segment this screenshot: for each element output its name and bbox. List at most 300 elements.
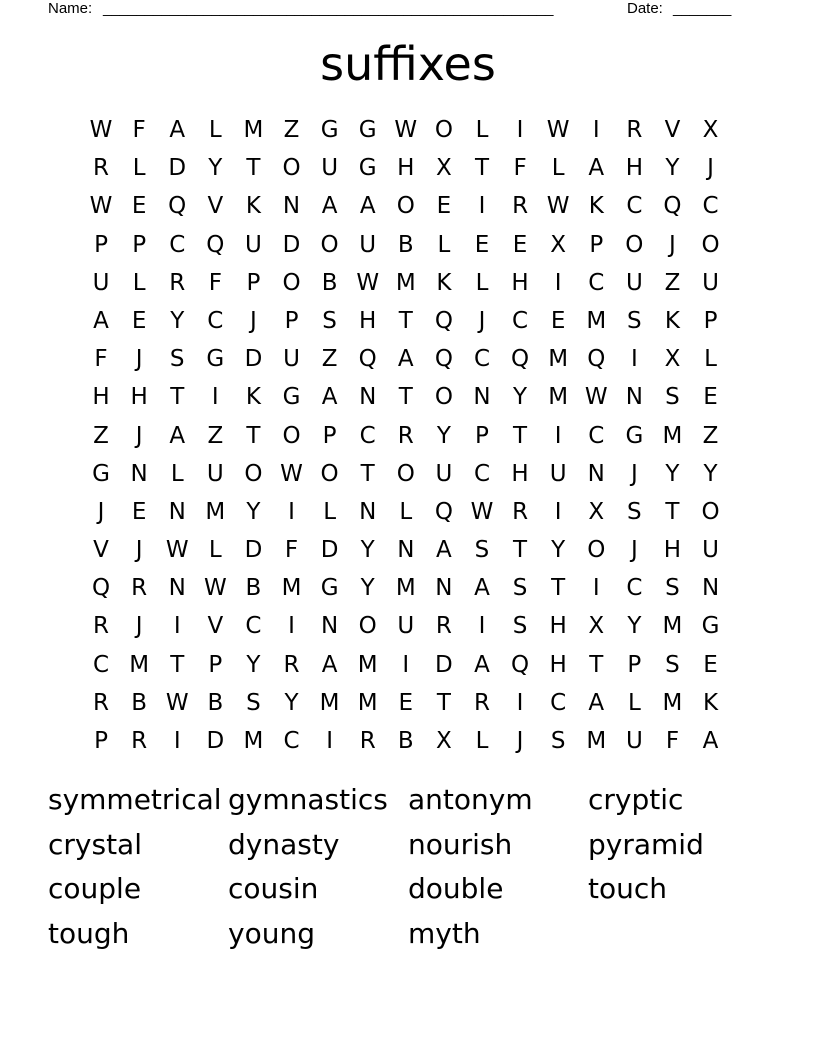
- grid-letter: C: [359, 422, 376, 449]
- grid-row: [82, 187, 732, 225]
- date-blank-line: _______: [673, 0, 732, 17]
- grid-letter: M: [243, 117, 264, 143]
- grid-letter: P: [284, 307, 299, 334]
- grid-letter: P: [94, 231, 108, 258]
- grid-letter: Y: [436, 422, 451, 449]
- grid-letter: E: [436, 193, 452, 220]
- grid-letter: X: [550, 231, 567, 258]
- grid-letter: A: [436, 537, 452, 564]
- grid-letter: J: [707, 155, 714, 182]
- grid-letter: P: [132, 231, 147, 258]
- grid-letter: U: [283, 346, 300, 373]
- grid-row: [82, 340, 732, 378]
- grid-row: [82, 149, 732, 187]
- grid-letter: W: [356, 269, 380, 296]
- grid-letter: S: [550, 728, 566, 754]
- grid-letter: S: [627, 498, 642, 525]
- grid-letter: S: [665, 651, 680, 678]
- grid-letter: F: [284, 537, 299, 564]
- grid-letter: M: [357, 651, 378, 678]
- grid-letter: P: [475, 422, 489, 449]
- grid-letter: M: [548, 384, 569, 411]
- grid-letter: Y: [703, 460, 718, 487]
- word-list-item: gymnastics: [228, 783, 388, 816]
- grid-letter: B: [397, 728, 414, 754]
- grid-row: [82, 378, 732, 416]
- grid-letter: T: [170, 651, 185, 678]
- grid-letter: Z: [664, 269, 681, 296]
- grid-letter: T: [246, 422, 261, 449]
- grid-letter: I: [478, 613, 486, 640]
- grid-letter: T: [436, 689, 451, 716]
- name-blank-line: ______________________________________________________: [103, 0, 554, 17]
- grid-letter: N: [168, 498, 186, 525]
- grid-letter: W: [394, 117, 418, 143]
- grid-letter: W: [89, 117, 113, 143]
- grid-letter: T: [665, 498, 680, 525]
- grid-letter: X: [664, 346, 681, 373]
- grid-row: [82, 493, 732, 531]
- grid-letter: Q: [168, 193, 187, 220]
- grid-letter: Q: [434, 498, 453, 525]
- grid-letter: M: [319, 689, 340, 716]
- grid-letter: E: [550, 307, 566, 334]
- grid-letter: C: [512, 307, 529, 334]
- grid-letter: T: [513, 537, 528, 564]
- grid-letter: C: [473, 346, 491, 373]
- grid-letter: M: [281, 575, 302, 602]
- grid-letter: L: [132, 269, 146, 296]
- grid-letter: J: [97, 498, 105, 525]
- grid-letter: J: [478, 307, 486, 334]
- word-list: [48, 780, 788, 958]
- grid-letter: Q: [358, 346, 377, 373]
- grid-letter: Y: [246, 498, 261, 525]
- grid-letter: W: [89, 193, 113, 220]
- grid-letter: D: [320, 537, 339, 564]
- grid-letter: L: [551, 155, 565, 182]
- word-list-item: touch: [588, 872, 667, 905]
- grid-letter: Q: [511, 346, 530, 373]
- grid-letter: M: [586, 728, 607, 754]
- grid-letter: N: [321, 613, 339, 640]
- grid-letter: W: [165, 537, 189, 564]
- grid-letter: A: [588, 155, 605, 182]
- grid-letter: A: [321, 193, 338, 220]
- grid-letter: W: [546, 193, 570, 220]
- grid-letter: H: [511, 460, 529, 487]
- grid-letter: I: [288, 498, 295, 525]
- grid-letter: G: [206, 346, 225, 373]
- grid-letter: B: [245, 575, 262, 602]
- grid-letter: P: [94, 728, 108, 754]
- grid-letter: E: [398, 689, 414, 716]
- grid-letter: O: [320, 460, 339, 487]
- grid-letter: L: [437, 231, 451, 258]
- grid-letter: C: [93, 651, 110, 678]
- grid-letter: U: [625, 728, 643, 754]
- grid-letter: M: [395, 269, 416, 296]
- grid-letter: C: [550, 689, 567, 716]
- grid-letter: E: [703, 384, 718, 411]
- grid-letter: N: [587, 460, 605, 487]
- grid-letter: W: [165, 689, 189, 716]
- grid-letter: R: [283, 651, 300, 678]
- grid-letter: S: [246, 689, 261, 716]
- grid-letter: A: [702, 728, 719, 754]
- grid-row: [82, 646, 732, 684]
- grid-letter: U: [397, 613, 415, 640]
- grid-letter: R: [93, 613, 110, 640]
- grid-letter: A: [321, 651, 338, 678]
- grid-letter: K: [703, 689, 719, 716]
- grid-letter: Z: [93, 422, 109, 449]
- grid-letter: A: [321, 384, 338, 411]
- grid-letter: Q: [663, 193, 682, 220]
- grid-letter: U: [92, 269, 110, 296]
- grid-letter: M: [129, 651, 150, 678]
- grid-row: [82, 569, 732, 607]
- grid-letter: F: [513, 155, 527, 182]
- grid-letter: N: [625, 384, 643, 411]
- grid-letter: Y: [246, 651, 261, 678]
- grid-letter: U: [625, 269, 643, 296]
- grid-letter: S: [512, 613, 528, 640]
- grid-letter: T: [360, 460, 375, 487]
- grid-letter: L: [475, 269, 489, 296]
- grid-row: [82, 455, 732, 493]
- grid-letter: H: [549, 613, 567, 640]
- grid-row: [82, 531, 732, 569]
- word-list-item: crystal: [48, 827, 142, 861]
- grid-letter: H: [549, 651, 567, 678]
- grid-letter: M: [662, 613, 683, 640]
- grid-letter: N: [359, 384, 377, 411]
- grid-letter: O: [701, 498, 720, 525]
- grid-letter: V: [207, 613, 224, 640]
- grid-letter: R: [359, 728, 376, 754]
- grid-letter: O: [358, 613, 377, 640]
- grid-letter: S: [665, 384, 680, 411]
- grid-letter: W: [470, 498, 494, 525]
- grid-letter: D: [168, 155, 187, 182]
- grid-letter: U: [702, 537, 719, 564]
- grid-letter: Q: [91, 575, 111, 602]
- grid-letter: G: [282, 384, 301, 411]
- grid-letter: K: [436, 269, 452, 296]
- grid-letter: J: [630, 460, 638, 487]
- grid-letter: O: [396, 460, 415, 487]
- word-list-item: symmetrical: [48, 783, 222, 816]
- grid-letter: M: [548, 346, 569, 373]
- grid-letter: L: [323, 498, 337, 525]
- grid-letter: Q: [511, 651, 530, 678]
- grid-letter: P: [627, 651, 642, 678]
- grid-letter: N: [701, 575, 720, 602]
- grid-letter: N: [130, 460, 148, 487]
- grid-letter: H: [92, 384, 110, 411]
- grid-letter: S: [474, 537, 490, 564]
- grid-letter: N: [473, 384, 491, 411]
- grid-letter: N: [359, 498, 377, 525]
- grid-letter: L: [704, 346, 717, 373]
- grid-letter: U: [206, 460, 224, 487]
- grid-letter: W: [584, 384, 608, 411]
- grid-letter: I: [554, 422, 562, 449]
- word-list-item: cousin: [228, 872, 319, 905]
- grid-letter: C: [283, 728, 300, 754]
- grid-letter: M: [662, 689, 683, 716]
- grid-row: [82, 417, 732, 455]
- grid-letter: R: [512, 498, 529, 525]
- grid-letter: R: [397, 422, 414, 449]
- grid-row: [82, 684, 732, 722]
- grid-letter: P: [208, 651, 223, 678]
- grid-letter: U: [245, 231, 262, 258]
- grid-letter: Z: [207, 422, 224, 449]
- grid-letter: J: [135, 346, 143, 373]
- grid-letter: T: [589, 651, 604, 678]
- grid-letter: C: [626, 575, 643, 602]
- grid-letter: R: [93, 155, 110, 182]
- grid-letter: T: [551, 575, 566, 602]
- grid-letter: E: [703, 651, 718, 678]
- grid-letter: Z: [283, 117, 300, 143]
- grid-letter: I: [211, 384, 219, 411]
- grid-letter: C: [207, 307, 224, 334]
- grid-letter: Y: [170, 307, 185, 334]
- grid-letter: R: [169, 269, 186, 296]
- grid-letter: I: [592, 117, 600, 143]
- grid-row: [82, 607, 732, 645]
- grid-row: [82, 226, 732, 264]
- grid-letter: S: [169, 346, 185, 373]
- grid-letter: R: [131, 575, 148, 602]
- word-list-item: antonym: [408, 783, 533, 816]
- grid-letter: L: [475, 728, 489, 754]
- grid-letter: Q: [434, 307, 453, 334]
- grid-letter: J: [135, 613, 143, 640]
- grid-letter: C: [626, 193, 643, 220]
- grid-letter: W: [546, 117, 570, 143]
- grid-letter: I: [630, 346, 638, 373]
- grid-letter: A: [588, 689, 605, 716]
- grid-letter: F: [94, 346, 108, 373]
- grid-letter: L: [627, 689, 641, 716]
- grid-letter: I: [516, 689, 524, 716]
- grid-letter: I: [478, 193, 486, 220]
- grid-row: [82, 264, 732, 302]
- grid-letter: B: [207, 689, 224, 716]
- grid-letter: M: [357, 689, 378, 716]
- grid-letter: K: [245, 384, 261, 411]
- grid-letter: I: [554, 269, 562, 296]
- grid-letter: G: [625, 422, 644, 449]
- grid-letter: S: [512, 575, 528, 602]
- grid-letter: S: [665, 575, 680, 602]
- grid-letter: R: [435, 613, 452, 640]
- grid-letter: D: [244, 537, 263, 564]
- grid-letter: D: [206, 728, 225, 754]
- grid-letter: B: [397, 231, 414, 258]
- grid-letter: A: [474, 651, 490, 678]
- grid-letter: J: [630, 537, 638, 564]
- grid-letter: P: [246, 269, 261, 296]
- grid-letter: Z: [702, 422, 719, 449]
- grid-letter: H: [663, 537, 682, 564]
- grid-letter: B: [321, 269, 338, 296]
- grid-letter: J: [250, 307, 257, 334]
- grid-letter: E: [474, 231, 490, 258]
- grid-letter: N: [397, 537, 415, 564]
- grid-letter: A: [359, 193, 376, 220]
- grid-letter: L: [475, 117, 489, 143]
- grid-letter: X: [436, 728, 452, 754]
- grid-letter: Y: [551, 537, 566, 564]
- grid-letter: P: [703, 307, 718, 334]
- grid-letter: L: [208, 117, 222, 143]
- grid-letter: Y: [665, 460, 680, 487]
- grid-letter: K: [664, 307, 680, 334]
- grid-letter: U: [435, 460, 453, 487]
- grid-letter: H: [625, 155, 643, 182]
- grid-letter: R: [473, 689, 490, 716]
- grid-letter: Y: [360, 575, 375, 602]
- grid-letter: C: [702, 193, 719, 220]
- grid-letter: O: [320, 231, 339, 258]
- grid-row: [82, 722, 732, 760]
- grid-letter: C: [245, 613, 262, 640]
- grid-letter: Y: [360, 537, 375, 564]
- grid-letter: C: [588, 269, 605, 296]
- grid-letter: U: [359, 231, 377, 258]
- grid-letter: D: [244, 346, 263, 373]
- word-list-item: dynasty: [228, 827, 340, 861]
- grid-letter: O: [434, 117, 453, 143]
- grid-letter: L: [399, 498, 413, 525]
- grid-letter: O: [282, 155, 301, 182]
- grid-letter: P: [589, 231, 604, 258]
- grid-letter: L: [208, 537, 222, 564]
- grid-letter: L: [170, 460, 184, 487]
- grid-letter: T: [398, 307, 413, 334]
- grid-letter: G: [320, 575, 339, 602]
- word-list-item: pyramid: [588, 827, 704, 861]
- grid-letter: D: [435, 651, 453, 678]
- grid-letter: X: [702, 117, 719, 143]
- grid-letter: J: [135, 422, 143, 449]
- grid-letter: W: [280, 460, 303, 487]
- grid-letter: C: [588, 422, 605, 449]
- grid-letter: D: [282, 231, 301, 258]
- grid-letter: O: [396, 193, 415, 220]
- grid-letter: A: [397, 346, 414, 373]
- word-list-item: tough: [48, 916, 130, 950]
- grid-letter: Y: [665, 155, 680, 182]
- grid-letter: T: [513, 422, 528, 449]
- grid-letter: T: [474, 155, 490, 182]
- grid-letter: X: [436, 155, 452, 182]
- grid-letter: E: [512, 231, 528, 258]
- header-line: [48, 0, 748, 20]
- word-list-item: cryptic: [588, 783, 684, 816]
- grid-letter: H: [130, 384, 148, 411]
- word-list-item: nourish: [408, 827, 513, 861]
- grid-letter: O: [244, 460, 263, 487]
- word-list-item: myth: [408, 916, 481, 950]
- date-label: Date:: [627, 0, 663, 17]
- grid-letter: F: [208, 269, 222, 296]
- grid-letter: A: [474, 575, 490, 602]
- grid-letter: T: [170, 384, 185, 411]
- grid-letter: T: [398, 384, 413, 411]
- grid-letter: O: [701, 231, 720, 258]
- grid-letter: T: [246, 155, 261, 182]
- grid-letter: M: [662, 422, 683, 449]
- grid-letter: O: [434, 384, 453, 411]
- grid-letter: O: [587, 537, 606, 564]
- grid-letter: Z: [321, 346, 338, 373]
- grid-letter: E: [131, 193, 147, 220]
- word-list-item: double: [408, 872, 504, 905]
- grid-letter: C: [473, 460, 491, 487]
- grid-letter: F: [665, 728, 680, 754]
- grid-letter: K: [588, 193, 604, 220]
- grid-letter: I: [326, 728, 333, 754]
- name-label: Name:: [48, 0, 93, 17]
- grid-row: [82, 111, 732, 149]
- grid-letter: F: [132, 117, 146, 143]
- grid-letter: O: [625, 231, 644, 258]
- grid-letter: M: [586, 307, 607, 334]
- grid-letter: I: [173, 613, 181, 640]
- grid-letter: A: [93, 307, 109, 334]
- grid-letter: N: [282, 193, 301, 220]
- grid-letter: I: [288, 613, 295, 640]
- grid-letter: M: [243, 728, 264, 754]
- grid-letter: O: [282, 422, 301, 449]
- grid-letter: Q: [587, 346, 606, 373]
- grid-letter: G: [320, 117, 339, 143]
- word-list-item: couple: [48, 872, 142, 905]
- grid-letter: X: [588, 498, 605, 525]
- grid-letter: H: [397, 155, 415, 182]
- grid-letter: O: [282, 269, 301, 296]
- grid-letter: C: [169, 231, 186, 258]
- grid-letter: L: [132, 155, 146, 182]
- grid-letter: N: [435, 575, 453, 602]
- grid-letter: U: [702, 269, 719, 296]
- grid-letter: M: [205, 498, 226, 525]
- grid-letter: Y: [627, 613, 642, 640]
- grid-letter: Q: [434, 346, 453, 373]
- grid-letter: N: [168, 575, 186, 602]
- grid-letter: S: [627, 307, 642, 334]
- grid-letter: G: [358, 117, 377, 143]
- grid-letter: E: [131, 307, 147, 334]
- page-title: suffixes: [320, 37, 496, 91]
- grid-letter: S: [322, 307, 337, 334]
- grid-letter: K: [245, 193, 261, 220]
- grid-letter: J: [135, 537, 143, 564]
- grid-letter: I: [592, 575, 600, 602]
- grid-letter: W: [203, 575, 227, 602]
- grid-letter: I: [554, 498, 562, 525]
- grid-row: [82, 302, 732, 340]
- grid-letter: M: [395, 575, 416, 602]
- grid-letter: H: [511, 269, 529, 296]
- grid-letter: R: [512, 193, 529, 220]
